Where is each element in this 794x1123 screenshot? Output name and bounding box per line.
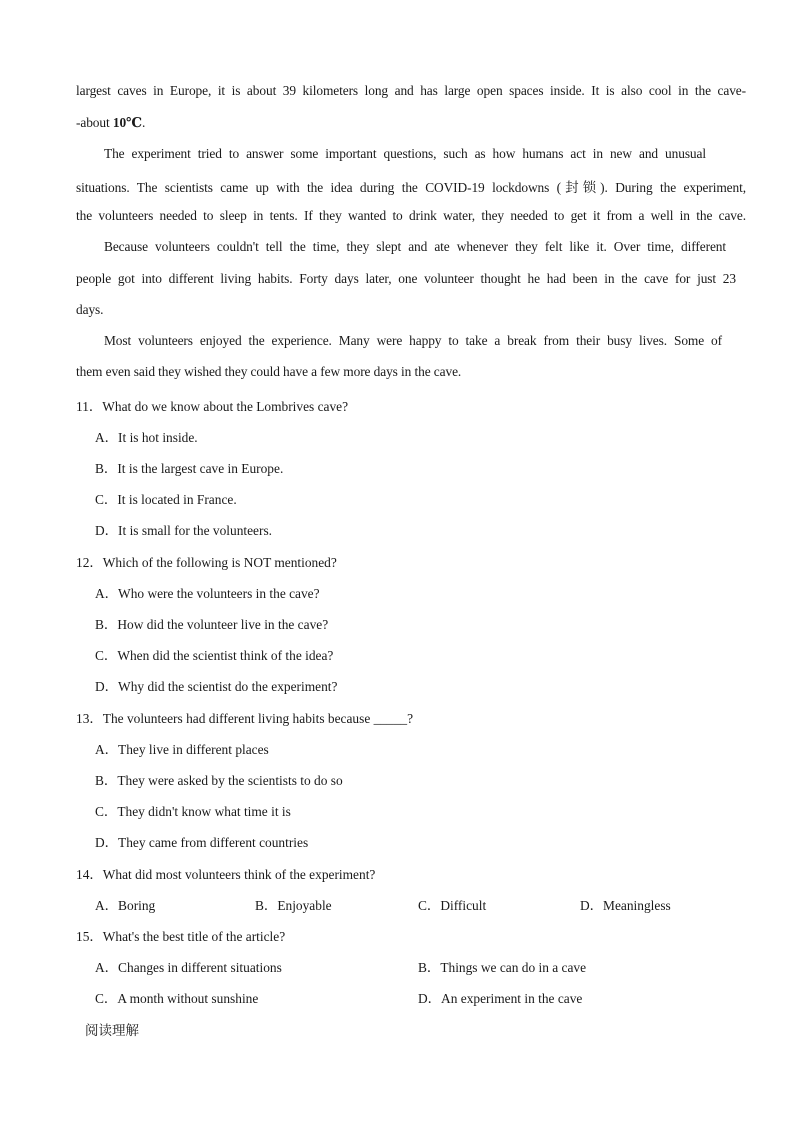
question-11-stem: 11．What do we know about the Lombrives cave? [76, 399, 349, 414]
question-15-option-d[interactable]: D．An experiment in the cave [418, 991, 583, 1006]
question-12-option-d[interactable]: D．Why did the scientist do the experiment? [95, 679, 338, 694]
question-15-option-c[interactable]: C．A month without sunshine [95, 991, 259, 1006]
section-title: 阅读理解 [85, 1023, 139, 1039]
question-12-option-c[interactable]: C．When did the scientist think of the idea? [95, 648, 334, 663]
passage-line: the volunteers needed to sleep in tents. If they wanted to drink water, they needed to get it from a well in the cave. [76, 208, 746, 223]
question-14-option-c[interactable]: C．Difficult [418, 898, 487, 913]
question-11-option-d[interactable]: D．It is small for the volunteers. [95, 523, 273, 538]
passage-line: largest caves in Europe, it is about 39 kilometers long and has large open spaces inside. It is also cool in the cave- [76, 83, 746, 98]
passage-line: them even said they wished they could have a few more days in the cave. [76, 364, 462, 379]
question-13-option-d[interactable]: D．They came from different countries [95, 835, 309, 850]
temperature-value: 10℃ [112, 115, 142, 130]
question-14-option-b[interactable]: B．Enjoyable [255, 898, 332, 913]
question-13-option-b[interactable]: B．They were asked by the scientists to do so [95, 773, 343, 788]
question-13-option-a[interactable]: A．They live in different places [95, 742, 269, 757]
passage-line: days. [76, 302, 104, 317]
question-12-option-b[interactable]: B．How did the volunteer live in the cave? [95, 617, 329, 632]
passage-line: situations. The scientists came up with the idea during the COVID-19 lockdowns (封锁). During the experiment, [76, 180, 746, 195]
question-14-stem: 14．What did most volunteers think of the experiment? [76, 867, 376, 882]
question-15-stem: 15．What's the best title of the article? [76, 929, 286, 944]
question-11-option-b[interactable]: B．It is the largest cave in Europe. [95, 461, 284, 476]
passage-line: The experiment tried to answer some important questions, such as how humans act in new and unusual [104, 146, 706, 161]
question-14-option-d[interactable]: D．Meaningless [580, 898, 671, 913]
question-13-option-c[interactable]: C．They didn't know what time it is [95, 804, 291, 819]
question-13-stem: 13．The volunteers had different living habits because _____? [76, 711, 414, 726]
question-15-option-b[interactable]: B．Things we can do in a cave [418, 960, 587, 975]
passage-line: people got into different living habits. Forty days later, one volunteer thought he had been in the cave for just 23 [76, 271, 736, 286]
question-14-option-a[interactable]: A．Boring [95, 898, 156, 913]
passage-line: Because volunteers couldn't tell the time, they slept and ate whenever they felt like it. Over time, different [104, 239, 726, 254]
question-11-option-c[interactable]: C．It is located in France. [95, 492, 237, 507]
question-15-option-a[interactable]: A．Changes in different situations [95, 960, 282, 975]
passage-line: Most volunteers enjoyed the experience. Many were happy to take a break from their busy lives. Some of [104, 333, 722, 348]
question-12-stem: 12．Which of the following is NOT mentioned? [76, 555, 337, 570]
passage-text: -about [76, 115, 113, 130]
question-12-option-a[interactable]: A．Who were the volunteers in the cave? [95, 586, 320, 601]
passage-line [76, 115, 145, 131]
question-11-option-a[interactable]: A．It is hot inside. [95, 430, 198, 445]
passage-text: . [142, 115, 146, 130]
